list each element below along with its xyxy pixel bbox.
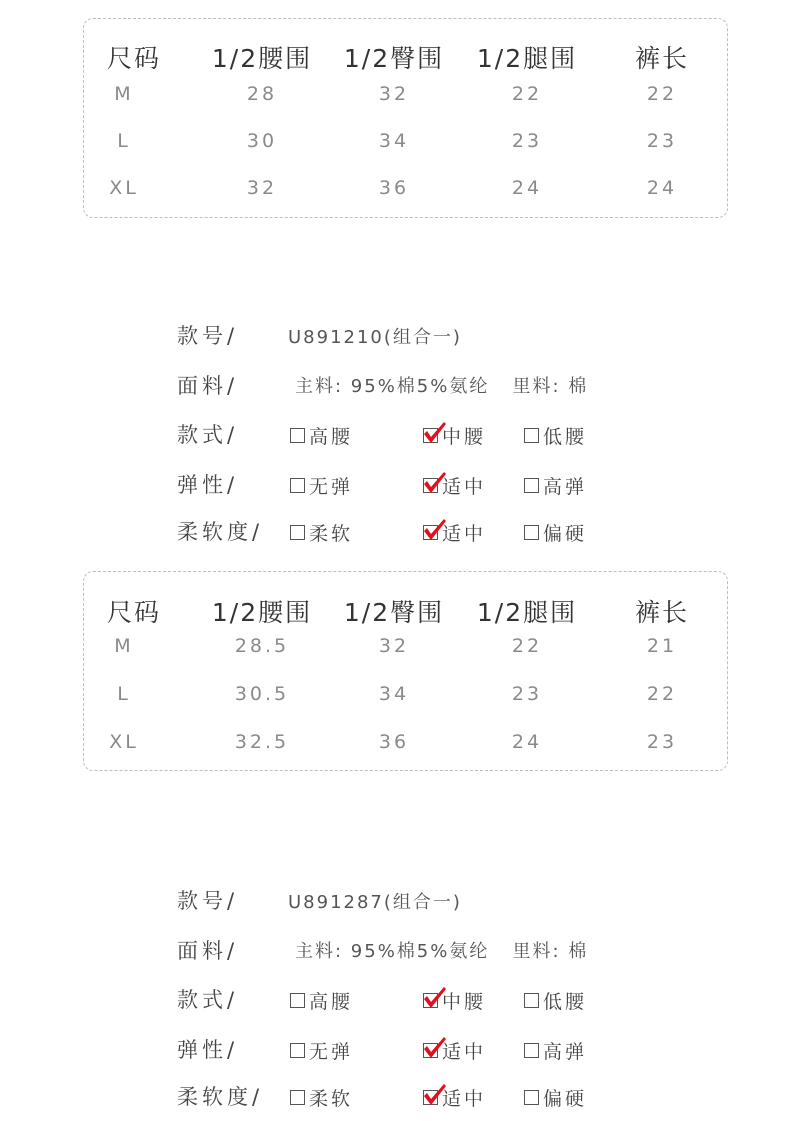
checkbox-label: 高弹 — [543, 476, 588, 498]
fabric-composition: 主料: 95%棉5%氨纶 里料: 棉 — [295, 941, 589, 962]
style-number: U891210(组合一) — [288, 327, 462, 348]
style-number-label: 款号/ — [177, 889, 239, 913]
attribute-label: 款式/ — [177, 988, 239, 1012]
size-table-header-cell: 1/2腰围 — [211, 44, 313, 73]
checkbox[interactable] — [290, 1090, 305, 1105]
size-label: M — [114, 83, 134, 105]
fabric-composition: 主料: 95%棉5%氨纶 里料: 棉 — [295, 376, 589, 397]
checkbox-option[interactable] — [290, 519, 353, 546]
size-label: L — [117, 683, 131, 705]
size-value: 24 — [646, 177, 678, 199]
size-value: 28 — [246, 83, 278, 105]
checkmark-icon — [422, 420, 448, 446]
size-value: 36 — [378, 177, 410, 199]
checkbox-option[interactable] — [290, 1084, 353, 1111]
checkbox-option[interactable] — [423, 422, 486, 449]
size-table-header-cell: 1/2腿围 — [476, 598, 578, 627]
checkbox-option[interactable] — [524, 422, 587, 449]
checked-checkbox[interactable] — [423, 1043, 438, 1058]
checkmark-icon — [422, 517, 448, 543]
checkbox-option[interactable] — [423, 519, 486, 546]
checked-checkbox[interactable] — [423, 478, 438, 493]
checked-checkbox[interactable] — [423, 993, 438, 1008]
checkbox-option[interactable] — [423, 472, 486, 499]
checkbox-label: 低腰 — [543, 426, 588, 448]
size-table-header-cell: 尺码 — [106, 44, 162, 73]
checkbox-label: 适中 — [442, 1041, 487, 1063]
checkbox-label: 偏硬 — [543, 1088, 588, 1110]
checkbox-label: 中腰 — [442, 991, 487, 1013]
size-value: 34 — [378, 130, 410, 152]
size-value: 24 — [511, 731, 543, 753]
size-label: L — [117, 130, 131, 152]
size-value: 22 — [511, 83, 543, 105]
checkbox[interactable] — [524, 1043, 539, 1058]
checked-checkbox[interactable] — [423, 428, 438, 443]
size-value: 30.5 — [234, 683, 290, 705]
size-table-header-cell: 裤长 — [634, 598, 690, 627]
attribute-label: 柔软度/ — [177, 520, 264, 544]
checkbox-option[interactable] — [524, 987, 587, 1014]
size-value: 22 — [646, 83, 678, 105]
checkbox[interactable] — [524, 478, 539, 493]
size-table-header-cell: 1/2腿围 — [476, 44, 578, 73]
size-value: 32.5 — [234, 731, 290, 753]
size-value: 23 — [646, 130, 678, 152]
checkbox-label: 中腰 — [442, 426, 487, 448]
checkbox[interactable] — [524, 1090, 539, 1105]
checked-checkbox[interactable] — [423, 1090, 438, 1105]
checkbox-option[interactable] — [524, 1084, 587, 1111]
attribute-label: 弹性/ — [177, 1038, 239, 1062]
checkbox-label: 高腰 — [309, 991, 354, 1013]
checkmark-icon — [422, 470, 448, 496]
checkbox-option[interactable] — [290, 422, 353, 449]
checkbox[interactable] — [290, 1043, 305, 1058]
checkbox-label: 适中 — [442, 1088, 487, 1110]
checkbox[interactable] — [524, 993, 539, 1008]
checkmark-icon — [422, 1035, 448, 1061]
fabric-label: 面料/ — [177, 939, 239, 963]
size-label: M — [114, 635, 134, 657]
checkbox-label: 适中 — [442, 523, 487, 545]
checkbox-option[interactable] — [524, 519, 587, 546]
checkbox-label: 无弹 — [309, 476, 354, 498]
size-value: 36 — [378, 731, 410, 753]
attribute-label: 款式/ — [177, 423, 239, 447]
style-number: U891287(组合一) — [288, 892, 462, 913]
checkbox-option[interactable] — [524, 472, 587, 499]
size-value: 23 — [511, 130, 543, 152]
checkbox-option[interactable] — [423, 1037, 486, 1064]
checkbox-label: 偏硬 — [543, 523, 588, 545]
size-label: XL — [109, 177, 139, 199]
size-label: XL — [109, 731, 139, 753]
checked-checkbox[interactable] — [423, 525, 438, 540]
checkbox-label: 高弹 — [543, 1041, 588, 1063]
checkbox-option[interactable] — [423, 987, 486, 1014]
size-table-header-cell: 1/2腰围 — [211, 598, 313, 627]
size-value: 23 — [511, 683, 543, 705]
checkmark-icon — [422, 985, 448, 1011]
size-table-header-cell: 1/2臀围 — [343, 598, 445, 627]
checkbox[interactable] — [290, 478, 305, 493]
checkbox-label: 低腰 — [543, 991, 588, 1013]
attribute-label: 弹性/ — [177, 473, 239, 497]
size-value: 28.5 — [234, 635, 290, 657]
size-value: 22 — [646, 683, 678, 705]
fabric-label: 面料/ — [177, 374, 239, 398]
size-table-header-cell: 尺码 — [106, 598, 162, 627]
checkbox-label: 无弹 — [309, 1041, 354, 1063]
checkbox-option[interactable] — [290, 472, 353, 499]
checkbox[interactable] — [524, 525, 539, 540]
size-value: 22 — [511, 635, 543, 657]
size-table-header-cell: 1/2臀围 — [343, 44, 445, 73]
size-value: 21 — [646, 635, 678, 657]
size-value: 32 — [246, 177, 278, 199]
checkbox[interactable] — [290, 428, 305, 443]
checkbox-label: 适中 — [442, 476, 487, 498]
size-table-header-cell: 裤长 — [634, 44, 690, 73]
size-value: 34 — [378, 683, 410, 705]
size-table — [83, 571, 728, 771]
size-value: 24 — [511, 177, 543, 199]
checkbox-option[interactable] — [290, 1037, 353, 1064]
checkbox[interactable] — [524, 428, 539, 443]
checkbox[interactable] — [290, 525, 305, 540]
size-value: 30 — [246, 130, 278, 152]
style-number-label: 款号/ — [177, 324, 239, 348]
checkmark-icon — [422, 1082, 448, 1108]
size-value: 32 — [378, 83, 410, 105]
size-value: 32 — [378, 635, 410, 657]
checkbox-option[interactable] — [423, 1084, 486, 1111]
attribute-label: 柔软度/ — [177, 1085, 264, 1109]
checkbox[interactable] — [290, 993, 305, 1008]
size-value: 23 — [646, 731, 678, 753]
checkbox-label: 高腰 — [309, 426, 354, 448]
checkbox-option[interactable] — [290, 987, 353, 1014]
checkbox-option[interactable] — [524, 1037, 587, 1064]
size-table — [83, 18, 728, 218]
checkbox-label: 柔软 — [309, 1088, 354, 1110]
checkbox-label: 柔软 — [309, 523, 354, 545]
